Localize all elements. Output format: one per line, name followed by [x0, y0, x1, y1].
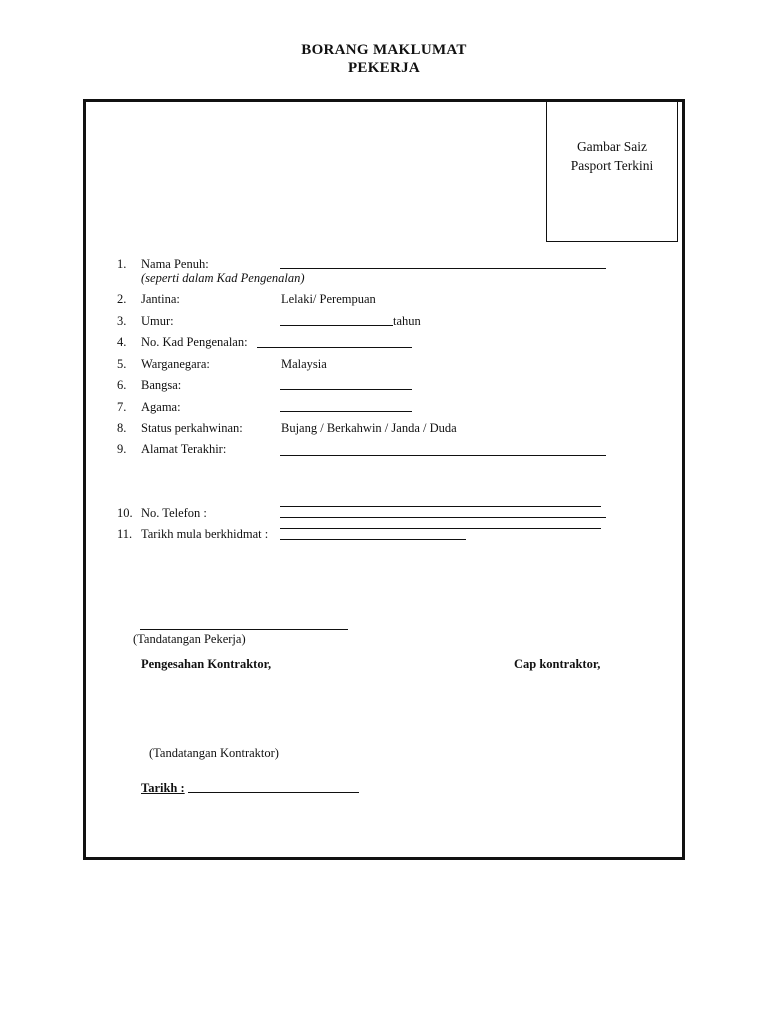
gender-options[interactable]: Lelaki/ Perempuan: [281, 292, 376, 306]
form-title-line2: PEKERJA: [347, 60, 421, 76]
photo-label-line1: Gambar Saiz: [576, 139, 648, 154]
ic-number-label: No. Kad Pengenalan:: [141, 335, 248, 349]
field-number: 3.: [117, 314, 127, 328]
religion-label: Agama:: [141, 400, 181, 414]
contractor-signature-label: (Tandatangan Kontraktor): [149, 746, 279, 760]
passport-photo-box[interactable]: [546, 100, 678, 242]
date-label: Tarikh :: [141, 781, 185, 795]
field-number: 11.: [117, 527, 133, 541]
phone-line-extra[interactable]: [280, 528, 601, 529]
race-label: Bangsa:: [141, 378, 182, 392]
field-number: 10.: [117, 506, 133, 520]
gender-label: Jantina:: [141, 292, 180, 306]
age-unit: tahun: [393, 314, 421, 328]
full-name-label: Nama Penuh:: [141, 257, 209, 271]
date-line[interactable]: [188, 792, 359, 793]
full-name-line[interactable]: [280, 268, 606, 269]
phone-label: No. Telefon :: [141, 506, 207, 520]
marital-status-label: Status perkahwinan:: [141, 421, 243, 435]
age-line[interactable]: [280, 325, 393, 326]
religion-line[interactable]: [280, 411, 412, 412]
full-name-note: (seperti dalam Kad Pengenalan): [141, 271, 305, 285]
citizenship-value: Malaysia: [281, 357, 327, 371]
address-label: Alamat Terakhir:: [141, 442, 227, 456]
field-number: 7.: [117, 400, 127, 414]
field-number: 1.: [117, 257, 127, 271]
photo-label-line2: Pasport Terkini: [570, 158, 654, 173]
worker-signature-label: (Tandatangan Pekerja): [133, 632, 246, 646]
start-date-label: Tarikh mula berkhidmat :: [141, 527, 269, 541]
contractor-approval-label: Pengesahan Kontraktor,: [141, 657, 272, 671]
phone-line[interactable]: [280, 517, 606, 518]
field-number: 9.: [117, 442, 127, 456]
race-line[interactable]: [280, 389, 412, 390]
marital-status-options[interactable]: Bujang / Berkahwin / Janda / Duda: [281, 421, 457, 435]
field-number: 8.: [117, 421, 127, 435]
field-number: 5.: [117, 357, 127, 371]
ic-number-line[interactable]: [257, 347, 412, 348]
field-number: 4.: [117, 335, 127, 349]
field-number: 6.: [117, 378, 127, 392]
contractor-stamp-label: Cap kontraktor,: [514, 657, 601, 671]
field-number: 2.: [117, 292, 127, 306]
form-title: BORANG MAKLUMAT: [301, 42, 467, 58]
citizenship-label: Warganegara:: [141, 357, 210, 371]
address-line[interactable]: [280, 455, 606, 456]
start-date-line[interactable]: [280, 539, 466, 540]
address-line-extra[interactable]: [280, 506, 601, 507]
worker-signature-line[interactable]: [140, 629, 348, 630]
age-label: Umur:: [141, 314, 174, 328]
